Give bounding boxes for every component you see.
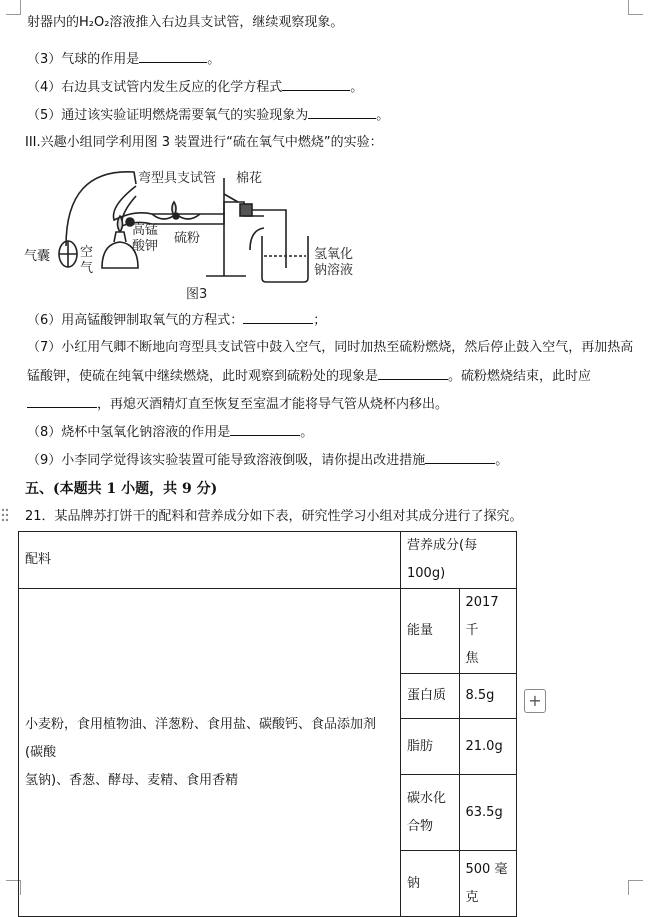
question-7-text: 锰酸钾，使硫在纯氧中继续燃烧，此时观察到硫粉处的现象是 — [27, 369, 379, 384]
question-7-text-cont: 。硫粉燃烧结束，此时应 — [448, 369, 592, 384]
nutrient-name: 脂肪 — [401, 719, 460, 775]
table-row — [19, 589, 517, 674]
ingredients-line-2: 氢钠)、香葱、酵母、麦精、食用香精 — [25, 772, 239, 788]
label-kmno4-2: 酸钾 — [132, 239, 159, 254]
value-line: 克 — [465, 889, 479, 905]
question-3 — [27, 50, 220, 69]
figure-caption: 图3 — [186, 287, 208, 302]
label-air-2: 气 — [80, 261, 94, 276]
corner-mark-bottom-right — [628, 880, 643, 895]
question-3-text: （3）气球的作用是 — [27, 52, 140, 67]
answer-blank[interactable] — [378, 367, 448, 380]
question-9-text: （9）小李同学觉得该实验装置可能导致溶液倒吸，请你提出改进措施 — [27, 453, 426, 468]
question-6 — [27, 311, 326, 330]
question-8 — [27, 423, 313, 442]
nutrient-name: 能量 — [401, 589, 460, 674]
value-line: 500 毫 — [465, 861, 508, 877]
question-7-line-2 — [27, 367, 591, 386]
question-7-line-3 — [27, 395, 448, 414]
question-7-text-end: ，再熄灭酒精灯直至恢复至室温才能将导气管从烧杯内移出。 — [97, 397, 449, 412]
section-heading: 五、(本题共 1 小题，共 9 分) — [25, 481, 218, 497]
answer-blank[interactable] — [308, 106, 376, 119]
nutrition-table — [18, 531, 517, 917]
ingredients-line-1: 小麦粉，食用植物油、洋葱粉、食用盐、碳酸钙、食品添加剂(碳酸 — [25, 716, 377, 760]
text-line-1: 射器内的H₂O₂溶液推入右边具支试管，继续观察现象。 — [27, 15, 344, 30]
question-9 — [27, 451, 508, 470]
question-5-text: （5）通过该实验证明燃烧需要氧气的实验现象为 — [27, 108, 309, 123]
label-naoh-1: 氢氧化 — [314, 247, 354, 262]
label-bag: 气囊 — [24, 249, 51, 264]
header-ingredients: 配料 — [19, 532, 401, 589]
nutrient-value — [459, 589, 517, 674]
question-8-text: （8）烧杯中氢氧化钠溶液的作用是 — [27, 425, 231, 440]
header-nutrition: 营养成分(每 100g) — [401, 532, 517, 589]
question-6-text: （6）用高锰酸钾制取氧气的方程式： — [27, 313, 244, 328]
answer-blank[interactable] — [243, 311, 313, 324]
part-iii-intro: III.兴趣小组同学利用图 3 装置进行“硫在氧气中燃烧”的实验： — [25, 135, 383, 150]
question-5 — [27, 106, 389, 125]
nutrient-value — [459, 851, 517, 917]
name-line: 合物 — [407, 818, 434, 834]
punct: 。 — [207, 52, 221, 67]
answer-blank[interactable] — [425, 451, 495, 464]
label-tube: 弯型具支试管 — [138, 171, 217, 186]
punct: 。 — [495, 453, 509, 468]
punct: ； — [313, 313, 327, 328]
nutrient-value: 63.5g — [459, 775, 517, 851]
question-4-text: （4）右边具支试管内发生反应的化学方程式 — [27, 80, 283, 95]
corner-mark-top-left — [6, 0, 21, 15]
beaker-icon — [262, 236, 308, 282]
answer-blank[interactable] — [27, 395, 97, 408]
question-7-line-1: （7）小红用气卿不断地向弯型具支试管中鼓入空气，同时加热至硫粉燃烧，然后停止鼓入空气，再加热高 — [27, 340, 634, 355]
name-line: 碳水化 — [407, 790, 447, 806]
nutrient-name: 蛋白质 — [401, 674, 460, 719]
label-kmno4-1: 高锰 — [132, 223, 159, 238]
label-air-1: 空 — [80, 245, 94, 260]
delivery-tube — [252, 210, 286, 268]
question-4 — [27, 78, 363, 97]
answer-blank[interactable] — [139, 50, 207, 63]
value-line: 2017 千 — [465, 595, 499, 638]
question-21-intro: 21．某品牌苏打饼干的配料和营养成分如下表，研究性学习小组对其成分进行了探究。 — [25, 509, 523, 524]
nutrient-value: 21.0g — [459, 719, 517, 775]
plus-icon[interactable]: + — [524, 689, 546, 713]
stopper-icon — [240, 204, 252, 216]
nutrient-name — [401, 775, 460, 851]
table-header-row — [19, 532, 517, 589]
nutrient-value: 8.5g — [459, 674, 517, 719]
corner-mark-top-right — [628, 0, 643, 15]
punct: 。 — [350, 80, 364, 95]
label-sulfur: 硫粉 — [174, 231, 201, 246]
figure-3-apparatus — [24, 158, 364, 303]
drag-handle-icon[interactable] — [0, 507, 10, 523]
value-line: 焦 — [465, 651, 479, 666]
punct: 。 — [300, 425, 314, 440]
answer-blank[interactable] — [230, 423, 300, 436]
ingredients-cell — [19, 589, 401, 917]
nutrient-name: 钠 — [401, 851, 460, 917]
sulfur-powder-icon — [173, 213, 179, 219]
punct: 。 — [376, 108, 390, 123]
label-naoh-2: 钠溶液 — [314, 263, 354, 278]
label-cotton: 棉花 — [236, 171, 263, 186]
answer-blank[interactable] — [282, 78, 350, 91]
